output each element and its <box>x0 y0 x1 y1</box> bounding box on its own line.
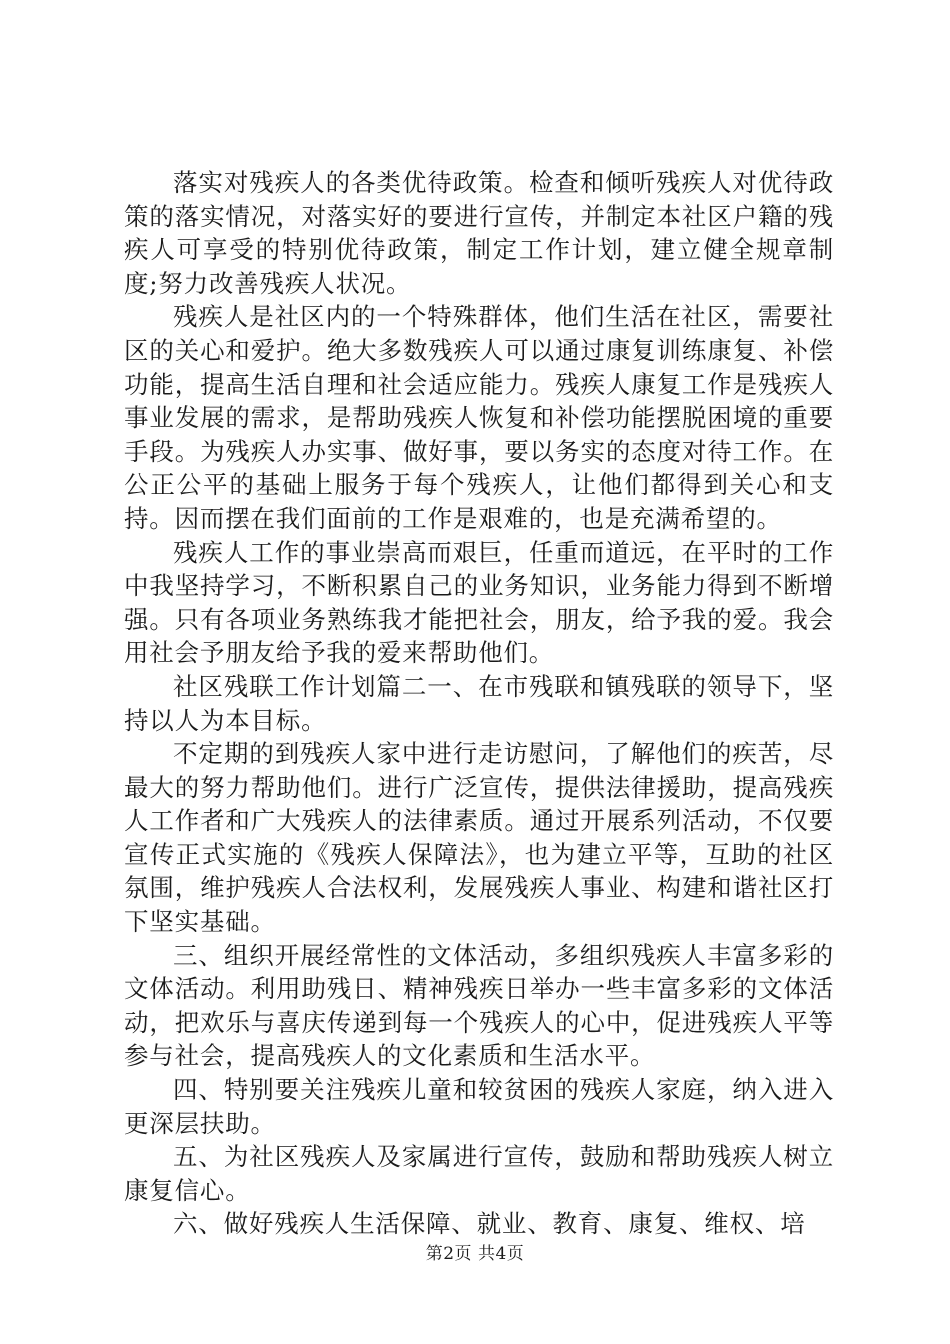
paragraph: 三、组织开展经常性的文体活动，多组织残疾人丰富多彩的文体活动。利用助残日、精神残疾日举办一些丰富多彩的文体活动，把欢乐与喜庆传递到每一个残疾人的心中，促进残疾人平等参与社会，提高残疾人的文化素质和生活水平。 <box>124 940 834 1071</box>
paragraph: 四、特别要关注残疾儿童和较贫困的残疾人家庭，纳入进入更深层扶助。 <box>124 1075 834 1138</box>
paragraph: 不定期的到残疾人家中进行走访慰问，了解他们的疾苦，尽最大的努力帮助他们。进行广泛宣传，提供法律援助，提高残疾人工作者和广大残疾人的法律素质。通过开展系列活动，不仅要宣传正式实施的《残疾人保障法》，也为建立平等，互助的社区氛围，维护残疾人合法权利，发展残疾人事业、构建和谐社区打下坚实基础。 <box>124 739 834 937</box>
page-number: 第2页 共4页 <box>425 1244 525 1264</box>
paragraph: 五、为社区残疾人及家属进行宣传，鼓励和帮助残疾人树立康复信心。 <box>124 1142 834 1205</box>
paragraph: 社区残联工作计划篇二一、在市残联和镇残联的领导下，坚持以人为本目标。 <box>124 671 834 735</box>
paragraph: 残疾人是社区内的一个特殊群体，他们生活在社区，需要社区的关心和爱护。绝大多数残疾人可以通过康复训练康复、补偿功能，提高生活自理和社会适应能力。残疾人康复工作是残疾人事业发展的需求，是帮助残疾人恢复和补偿功能摆脱困境的重要手段。为残疾人办实事、做好事，要以务实的态度对待工作。在公正公平的基础上服务于每个残疾人，让他们都得到关心和支持。因而摆在我们面前的工作是艰难的，也是充满希望的。 <box>124 302 834 533</box>
document-body <box>124 166 834 1241</box>
page-footer <box>0 1243 950 1265</box>
paragraph: 六、做好残疾人生活保障、就业、教育、康复、维权、培 <box>173 1209 806 1239</box>
paragraph: 落实对残疾人的各类优待政策。检查和倾听残疾人对优待政策的落实情况，对落实好的要进行宣传，并制定本社区户籍的残疾人可享受的特别优待政策，制定工作计划，建立健全规章制度;努力改善残疾人状况。 <box>124 168 834 298</box>
paragraph: 残疾人工作的事业崇高而艰巨，任重而道远，在平时的工作中我坚持学习，不断积累自己的业务知识，业务能力得到不断增强。只有各项业务熟练我才能把社会，朋友，给予我的爱。我会用社会予朋友给予我的爱来帮助他们。 <box>124 537 834 668</box>
